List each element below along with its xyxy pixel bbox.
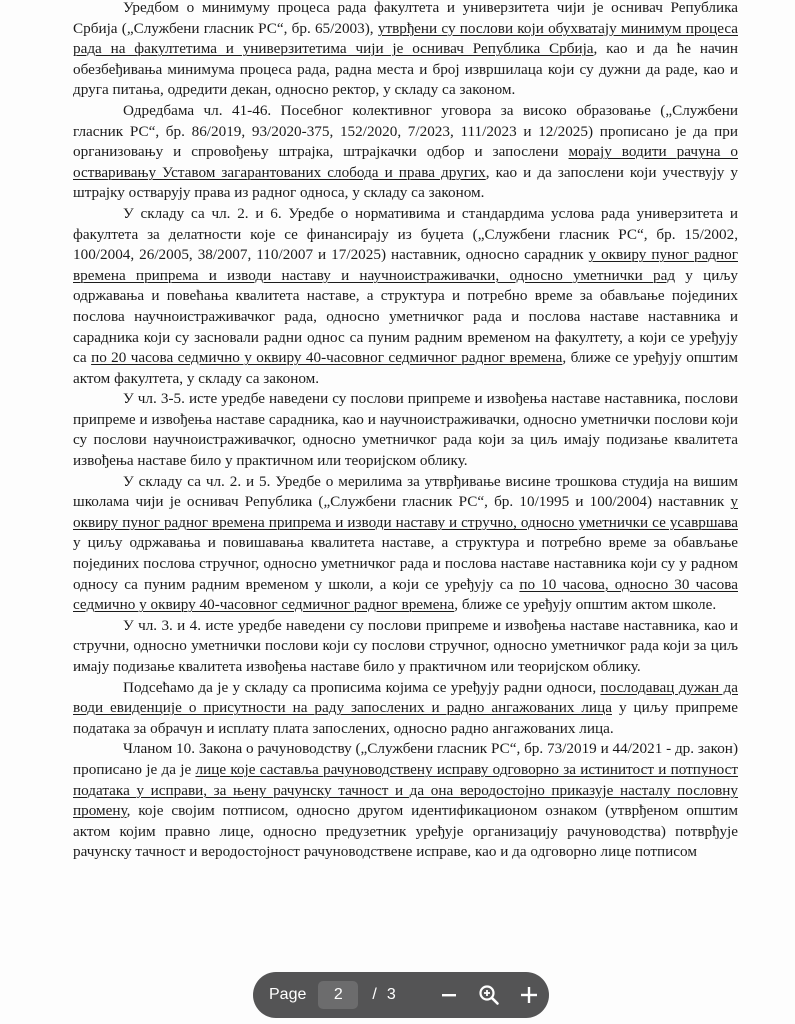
plus-icon: [519, 985, 539, 1005]
paragraph: [73, 389, 738, 471]
paragraph-text: у циљу одржавања и повећања квалитета наставе, а структура и потребно време за обављање појединих послова научноистраживачког рада, односно уметничког рада и послова наставе наставника и сарадника који су засновали радни однос са пуним радним временом на факултету, а који се уређују са: [73, 266, 738, 367]
paragraph-text: Уредбом о минимуму процеса рада факултета и универзитета чији је оснивач Република Србија („Службени гласник РС“, бр. 65/2003),: [73, 0, 738, 37]
total-pages: 3: [386, 986, 396, 1003]
underlined-text: послодавац дужан да води евиденције о присутности на раду запослених и радно ангажованих лица: [73, 678, 738, 717]
paragraph-text: У складу са чл. 2. и 5. Уредбе о мерилима за утврђивање висине трошкова студија на вишим школама чији је оснивач Република („Службени гласник РС“, бр. 10/1995 и 100/2004) наставник: [73, 472, 738, 511]
underlined-text: у оквиру пуног радног времена припрема и изводи наставу и стручно, односно уметнички се усавршава: [73, 493, 738, 531]
zoom-in-button[interactable]: [512, 978, 546, 1012]
paragraph: [73, 101, 738, 204]
minus-icon: [440, 986, 458, 1004]
underlined-text: морају водити рачуна о остваривању Уставом загарантованих слобода и права других: [73, 143, 738, 181]
paragraph-text: Чланом 10. Закона о рачуноводству („Службени гласник РС“, бр. 73/2019 и 44/2021 - др. закон) прописано је да је: [73, 740, 738, 778]
underlined-text: по 20 часова седмично у оквиру 40-часовног седмичног радног времена: [91, 349, 563, 367]
underlined-text: лице које саставља рачуноводствену исправу одговорно за истинитост и потпуност података у исправи, за њену рачунску тачност и да она веродостојно приказује насталу пословну промену: [73, 760, 739, 820]
paragraph: [73, 616, 738, 678]
underlined-text: по 10 часова, односно 30 часова седмично у оквиру 40-часовног седмичног радног времена: [73, 575, 738, 614]
paragraph: [73, 472, 738, 616]
paragraph-text: , као и да ће начин обезбеђивања минимума процеса рада, радна места и број извршилаца који су дужни да раде, као и друга питања, одредити декан, односно ректор, у складу са законом.: [73, 40, 738, 99]
paragraph: [73, 739, 738, 863]
document-body: [73, 0, 738, 863]
page-label: Page: [269, 986, 307, 1003]
paragraph-text: , као и да запослени који учествују у штрајку остварују права из радног односа, у складу са законом.: [73, 163, 739, 202]
current-page-input[interactable]: [318, 981, 358, 1009]
zoom-search-icon: [478, 984, 500, 1006]
page-navigation-bar: [253, 972, 549, 1018]
paragraph: [73, 678, 738, 740]
zoom-fit-button[interactable]: [472, 978, 506, 1012]
paragraph-text: Одредбама чл. 41-46. Посебног колективног уговора за високо образовање („Службени гласник РС“, бр. 86/2019, 93/2020-375, 152/2020, 7/2023, 111/2023 и 12/2025) прописано је да при организовању и спровођењу штрајка, штрајкачки одбор и запослени: [73, 101, 738, 161]
paragraph-text: У складу са чл. 2. и 6. Уредбе о нормативима и стандардима услова рада универзитета и факултета за делатности које се финансирају из буџета („Службени гласник РС“, бр. 15/2002, 100/2004, 26/2005, 38/2007, 110/2007 и 17/2025) наставник, односно сарадник: [73, 204, 738, 264]
paragraph-text: Подсећамо да је у складу са прописима којима се уређују радни односи,: [123, 678, 601, 696]
paragraph-text: , ближе се уређују општим актом школе.: [454, 596, 717, 614]
paragraph-text: , које својим потписом, односно другом идентификационом ознаком (утврђеном општим актом којим правно лице, односно предузетник уређује организацију рачуноводства) потврђује рачунску тачност и веродостојност рачуноводствене исправе, као и да одговорно лице потписом: [73, 802, 738, 861]
paragraph: [73, 0, 738, 101]
zoom-out-button[interactable]: [432, 978, 466, 1012]
paragraph: [73, 204, 738, 389]
page-separator: /: [372, 986, 377, 1003]
paragraph-text: , ближе се уређују општим актом факултета, у складу са законом.: [73, 349, 739, 387]
paragraph-text: у циљу припреме података за обрачун и исплату плата запослених, односно радно ангажованих лица.: [73, 699, 738, 737]
paragraph-text: У чл. 3. и 4. исте уредбе наведени су послови припреме и извођења наставе наставника, као и стручни, односно уметнички послови који су послови стручног, односно уметничког рада који за циљ имају подизање квалитета извођења наставе било у практичном или теоријском облику.: [73, 616, 738, 675]
underlined-text: утврђени су послови који обухватају минимум процеса рада на факултетима и универзитетима чији је оснивач Република Србија: [73, 19, 738, 58]
underlined-text: у оквиру пуног радног времена припрема и изводи наставу и научноистраживачки, односно уметнички рад: [73, 246, 738, 284]
paragraph-text: у циљу одржавања и повишавања квалитета наставе, а структура и потребно време за обављање појединих послова стручног, односно уметничког рада и послова наставе наставника који су у радном односу са пуним радним временом у школи, а који се уређују са: [73, 534, 738, 593]
paragraph-text: У чл. 3-5. исте уредбе наведени су послови припреме и извођења наставе наставника, послови припреме и извођења наставе сарадника, као и научноистраживачки, односно уметнички послови који су послови научноистраживачког, односно уметничког рада који за циљ имају подизање квалитета извођења наставе било у практичном или теоријском облику.: [73, 390, 738, 470]
